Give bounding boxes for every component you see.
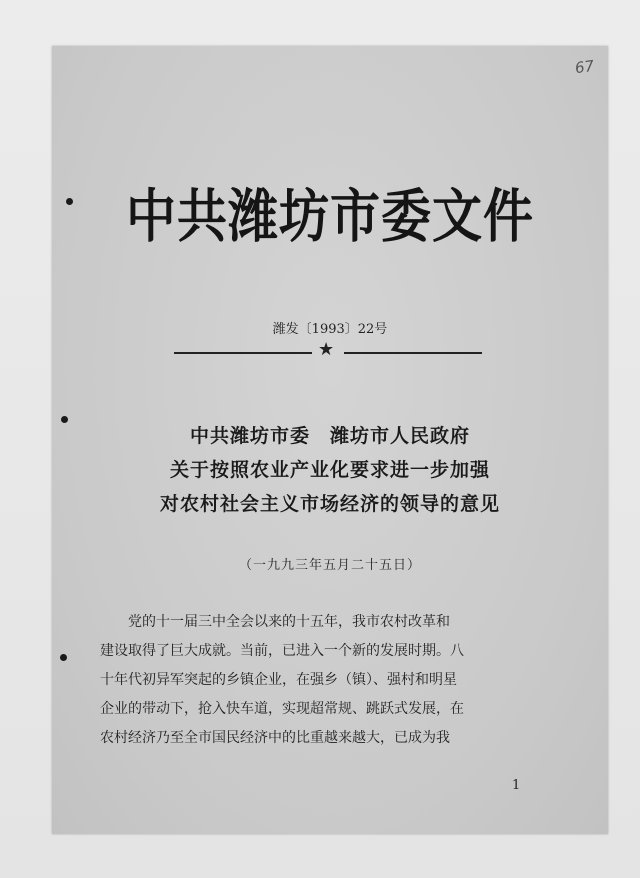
- body-line: 十年代初异军突起的乡镇企业，在强乡（镇）、强村和明星: [100, 672, 457, 688]
- subject-line: 对农村社会主义市场经济的领导的意见: [159, 493, 500, 515]
- divider-line-left: [174, 352, 312, 354]
- document-header-title: 中共潍坊市委文件: [126, 183, 534, 250]
- document-date: （一九九三年五月二十五日）: [238, 558, 421, 573]
- subject-line: 关于按照农业产业化要求进一步加强: [169, 459, 490, 481]
- star-icon: ★: [318, 339, 335, 360]
- header-divider: [174, 339, 482, 360]
- divider-line-right: [344, 352, 482, 354]
- body-paragraph: [100, 608, 580, 753]
- document-page: [52, 46, 608, 834]
- body-line: 党的十一届三中全会以来的十五年，我市农村改革和: [100, 614, 450, 630]
- page-number: 1: [512, 778, 521, 793]
- handwritten-page-number: 67: [573, 56, 596, 78]
- subject-line: 中共潍坊市委 潍坊市人民政府: [189, 425, 470, 447]
- document-number: 潍发〔1993〕22号: [272, 322, 388, 337]
- body-line: 建设取得了巨大成就。当前，已进入一个新的发展时期。八: [100, 643, 464, 659]
- punch-hole: [60, 654, 67, 661]
- body-line: 企业的带动下，抢入快车道，实现超常规、跳跃式发展，在: [100, 701, 464, 717]
- document-subject: [52, 419, 608, 521]
- body-line: 农村经济乃至全市国民经济中的比重越来越大，已成为我: [100, 730, 450, 746]
